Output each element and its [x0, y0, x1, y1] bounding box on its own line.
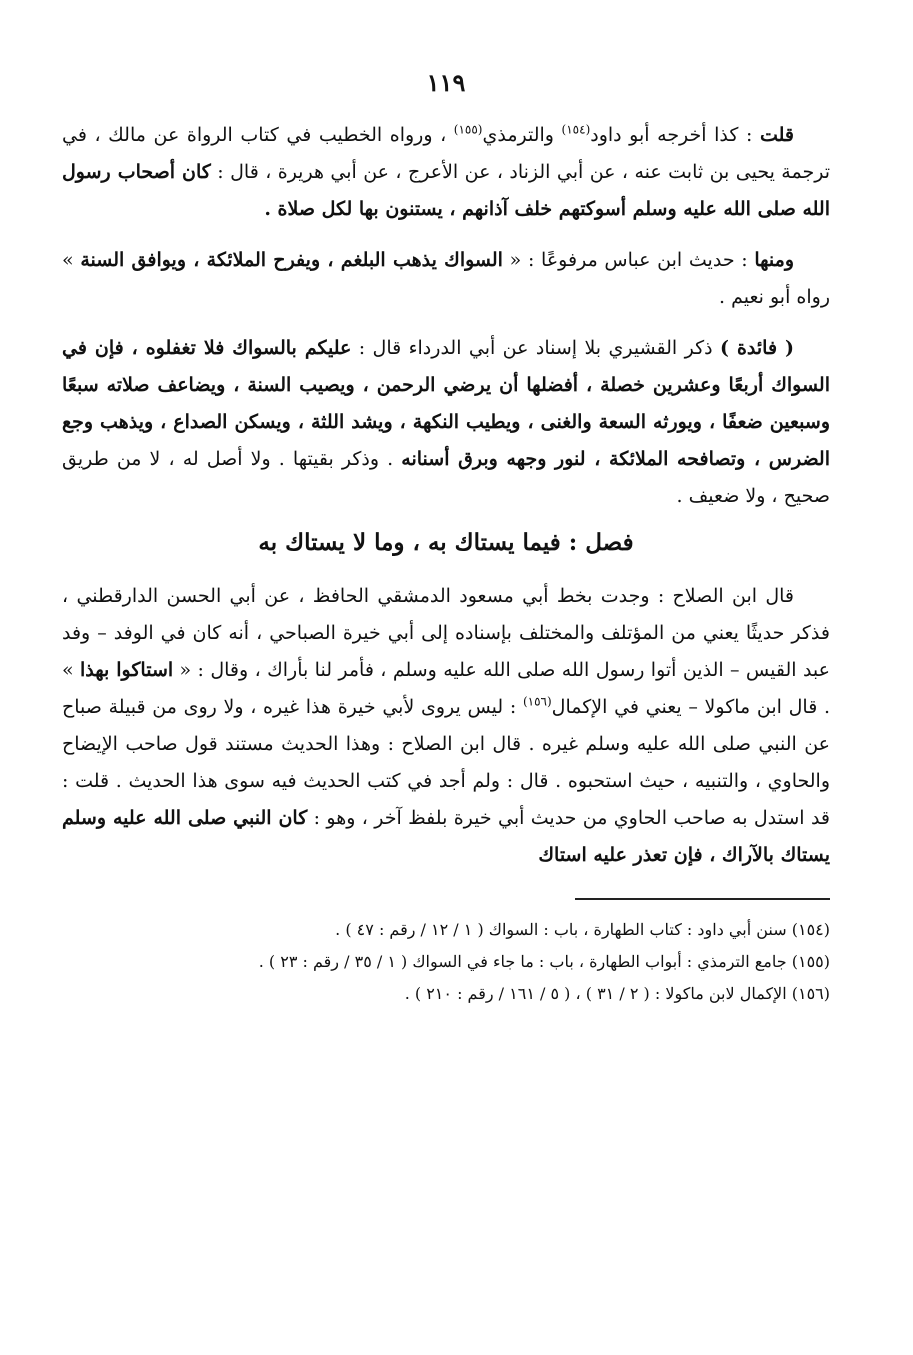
- footnote-divider: [575, 898, 830, 900]
- paragraph-faida: [62, 330, 830, 515]
- paragraph-text: ذكر القشيري بلا إسناد عن أبي الدرداء قال :: [351, 337, 720, 359]
- paragraph-text: » رواه أبو نعيم .: [62, 249, 830, 308]
- paragraph-text: ، ورواه الخطيب في كتاب الرواة عن مالك ، في ترجمة يحيى بن ثابت عنه ، عن أبي الزناد ، عن الأعرج ، عن أبي هريرة ، قال :: [62, 124, 830, 183]
- footnotes: [62, 914, 830, 1010]
- lead-word-qultu: قلت: [759, 124, 794, 146]
- paragraph-text: قال ابن الصلاح : وجدت بخط أبي مسعود الدمشقي الحافظ ، عن أبي الحسن الدارقطني ، فذكر حديثًا يعني من المؤتلف والمختلف بإسناده إلى أبي خيرة الصباحي ، أنه كان في الوفد – وفد عبد القيس – الذين أتوا رسول الله صلى الله عليه وسلم ، فأمر لنا بأراك ، وقال : «: [62, 585, 830, 681]
- page-number: ١١٩: [426, 68, 466, 97]
- footnote-ref-156[interactable]: (١٥٦): [522, 694, 552, 709]
- paragraph-text: والترمذي: [482, 124, 562, 146]
- paragraph-text: : حديث ابن عباس مرفوعًا : «: [502, 249, 755, 271]
- hadith-text: السواك يذهب البلغم ، ويفرح الملائكة ، ويوافق السنة: [80, 249, 503, 271]
- paragraph-qultu: [62, 117, 830, 228]
- hadith-text: عليكم بالسواك فلا تغفلوه ، فإن في السواك أربعًا وعشرين خصلة ، أفضلها أن يرضي الرحمن ، ويصيب السنة ، ويضاعف صلاته سبعًا وسبعين ضعفًا ، ويورثه السعة والغنى ، ويطيب النكهة ، ويشد اللثة ، ويسكن الصداع ، ويذهب وجع الضرس ، وتصافحه الملائكة ، لنور وجهه وبرق أسنانه: [62, 337, 830, 470]
- lead-word-faida: ( فائدة ): [719, 337, 794, 359]
- footnote-156: (١٥٦) الإكمال لابن ماكولا : ( ٢ / ٣١ ) ، ( ٥ / ١٦١ / رقم : ٢١٠ ) .: [404, 984, 830, 1003]
- footnote-ref-154[interactable]: (١٥٤): [561, 122, 591, 137]
- paragraph-text: » . قال ابن ماكولا – يعني في الإكمال: [62, 659, 830, 718]
- footnote-155: (١٥٥) جامع الترمذي : أبواب الطهارة ، باب : ما جاء في السواك ( ١ / ٣٥ / رقم : ٢٣ ) .: [258, 952, 830, 971]
- section-heading: فصل : فيما يستاك به ، وما لا يستاك به: [258, 529, 634, 556]
- hadith-text: كان النبي صلى الله عليه وسلم يستاك بالآراك ، فإن تعذر عليه استاك: [62, 807, 830, 866]
- paragraph-text: : كذا أخرجه أبو داود: [590, 124, 760, 146]
- paragraph-ibn-salah: [62, 578, 830, 874]
- footnote-154: (١٥٤) سنن أبي داود : كتاب الطهارة ، باب : السواك ( ١ / ١٢ / رقم : ٤٧ ) .: [335, 920, 830, 939]
- lead-word-minha: ومنها: [754, 249, 794, 271]
- hadith-text: استاكوا بهذا: [80, 659, 174, 681]
- paragraph-minha: [62, 242, 830, 316]
- paragraph-text: : ليس يروى لأبي خيرة هذا غيره ، ولا روى من قبيلة صباح عن النبي صلى الله عليه وسلم غيره . قال ابن الصلاح : وهذا الحديث مستند قول صاحب الإيضاح والحاوي ، والتنبيه ، حيث استحبوه . قال : ولم أجد في كتب الحديث فيه سوى هذا الحديث . قلت : قد استدل به صاحب الحاوي من حديث أبي خيرة بلفظ آخر ، وهو :: [62, 696, 830, 829]
- hadith-text: كان أصحاب رسول الله صلى الله عليه وسلم أسوكتهم خلف آذانهم ، يستنون بها لكل صلاة .: [62, 161, 830, 220]
- paragraph-text: . وذكر بقيتها . ولا أصل له ، لا من طريق صحيح ، ولا ضعيف .: [62, 448, 830, 507]
- book-page: [62, 60, 830, 1010]
- footnote-ref-155[interactable]: (١٥٥): [453, 122, 483, 137]
